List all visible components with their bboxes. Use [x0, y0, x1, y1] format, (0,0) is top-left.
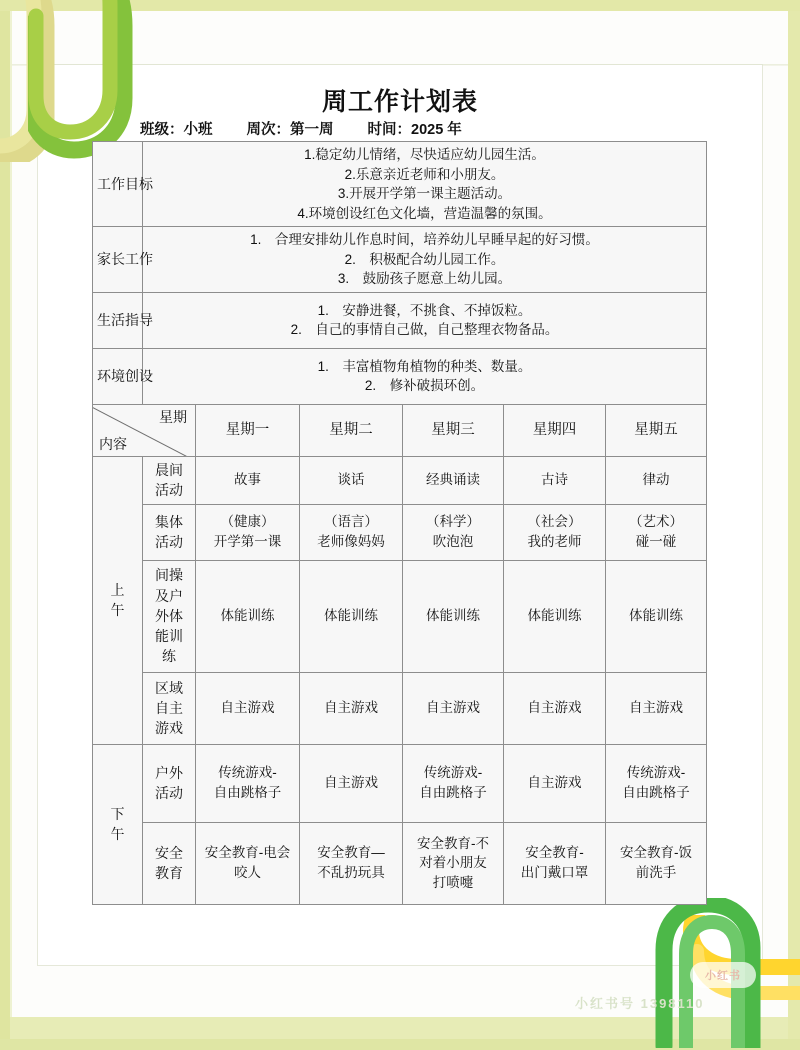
schedule-cell [196, 672, 300, 744]
document-meta [140, 118, 660, 139]
schedule-cell-line: 古诗 [541, 472, 568, 488]
diagonal-header-weekday: 星期 [159, 408, 187, 425]
schedule-cell [504, 504, 606, 560]
meta-date: 时间：2025 年 [367, 122, 462, 138]
weekday-header: 星期五 [606, 404, 707, 456]
section-item: 4.环境创设红色文化墙，营造温馨的氛围。 [297, 205, 552, 221]
activity-label-line: 区域 [155, 679, 183, 696]
period-label-char: 下 [110, 805, 125, 822]
activity-label-line: 晨间 [155, 461, 183, 478]
activity-label-line: 活动 [155, 785, 183, 802]
schedule-cell [196, 560, 300, 672]
schedule-cell [300, 822, 403, 904]
activity-label-line: 自主 [155, 699, 183, 716]
schedule-row [93, 560, 707, 672]
weekly-plan-table [92, 141, 707, 905]
activity-label-line: 间操 [155, 567, 183, 584]
schedule-cell [403, 744, 504, 822]
schedule-cell-line: 体能训练 [220, 608, 275, 624]
section-item: 2. 修补破损环创。 [364, 378, 485, 394]
schedule-cell-line: 吹泡泡 [432, 534, 474, 550]
schedule-cell-line: （科学） [426, 514, 480, 530]
section-item: 3. 鼓励孩子愿意上幼儿园。 [337, 271, 512, 287]
schedule-row [93, 672, 707, 744]
schedule-cell [300, 504, 403, 560]
activity-label-line: 安全 [155, 844, 183, 861]
section-row [93, 292, 707, 348]
activity-label [143, 822, 196, 904]
section-body [143, 142, 707, 227]
schedule-cell [300, 672, 403, 744]
section-body [143, 348, 707, 404]
schedule-cell-line: 传统游戏- [218, 765, 277, 781]
page-title: 周工作计划表 [321, 88, 478, 116]
activity-label-line: 游戏 [155, 720, 183, 737]
activity-label-line: 户外 [155, 764, 183, 781]
period-label-char: 午 [110, 602, 125, 619]
schedule-cell [196, 504, 300, 560]
period-label [93, 456, 143, 744]
schedule-cell-line: 安全教育- [525, 845, 584, 861]
section-item: 1. 合理安排幼儿作息时间，培养幼儿早睡早起的好习惯。 [250, 232, 599, 248]
schedule-cell-line: 体能训练 [324, 608, 378, 624]
schedule-cell-line: 体能训练 [527, 608, 582, 624]
schedule-cell-line: 咬人 [234, 865, 261, 881]
weekday-header: 星期一 [196, 404, 300, 456]
schedule-cell [606, 560, 707, 672]
schedule-cell-line: 安全教育— [317, 845, 385, 861]
schedule-cell [606, 744, 707, 822]
activity-label-line: 活动 [155, 482, 183, 499]
schedule-cell-line: 我的老师 [527, 534, 582, 550]
schedule-cell-line: （健康） [220, 514, 275, 530]
section-row [93, 348, 707, 404]
schedule-cell-line: 不乱扔玩具 [317, 865, 385, 881]
schedule-cell [300, 560, 403, 672]
schedule-cell-line: 体能训练 [426, 608, 480, 624]
schedule-cell [403, 504, 504, 560]
schedule-cell-line: 自主游戏 [324, 700, 378, 716]
schedule-cell-line: 经典诵读 [426, 472, 480, 488]
schedule-cell [606, 456, 707, 504]
schedule-cell-line: 传统游戏- [423, 765, 483, 781]
activity-label-line: 集体 [155, 513, 183, 530]
diagonal-header-content: 内容 [99, 435, 127, 452]
schedule-cell [196, 822, 300, 904]
section-label: 工作目标 [93, 142, 143, 227]
period-label [93, 744, 143, 904]
schedule-cell-line: 自主游戏 [527, 775, 582, 791]
schedule-cell-line: 自主游戏 [426, 700, 480, 716]
schedule-cell-line: 自主游戏 [527, 700, 582, 716]
weekday-header: 星期二 [300, 404, 403, 456]
schedule-cell-line: 传统游戏- [626, 765, 686, 781]
activity-label [143, 504, 196, 560]
section-item: 1. 丰富植物角植物的种类、数量。 [317, 358, 532, 374]
schedule-cell [504, 822, 606, 904]
schedule-cell-line: 前洗手 [635, 865, 677, 881]
meta-week: 周次：第一周 [246, 122, 334, 138]
meta-class: 班级：小班 [140, 122, 213, 138]
diagonal-header-cell [93, 404, 196, 456]
schedule-cell-line: 谈话 [337, 472, 365, 488]
schedule-cell-line: 老师像妈妈 [317, 534, 385, 550]
schedule-cell [504, 744, 606, 822]
schedule-cell [196, 744, 300, 822]
activity-label [143, 456, 196, 504]
activity-label-line: 活动 [155, 534, 183, 551]
schedule-cell-line: 碰一碰 [635, 534, 677, 550]
schedule-cell-line: 自主游戏 [220, 700, 275, 716]
schedule-cell [300, 744, 403, 822]
section-label: 环境创设 [93, 348, 143, 404]
section-body [143, 292, 707, 348]
schedule-cell-line: 安全教育-不 [417, 835, 489, 851]
schedule-row [93, 504, 707, 560]
weekday-header: 星期四 [504, 404, 606, 456]
schedule-cell [606, 822, 707, 904]
schedule-cell [300, 456, 403, 504]
section-item: 1. 安静进餐，不挑食、不掉饭粒。 [317, 302, 532, 318]
section-item: 2.乐意亲近老师和小朋友。 [344, 166, 505, 182]
period-label-char: 午 [110, 826, 125, 843]
schedule-cell [403, 822, 504, 904]
schedule-cell-line: 开学第一课 [213, 534, 282, 550]
section-label: 生活指导 [93, 292, 143, 348]
schedule-cell [504, 560, 606, 672]
schedule-cell-line: 自由跳格子 [622, 785, 690, 801]
schedule-cell-line: （艺术） [629, 514, 683, 530]
watermark-text: 小红书号 1398110 [575, 996, 705, 1011]
schedule-cell [504, 456, 606, 504]
activity-label-line: 能训 [155, 628, 183, 645]
schedule-cell [606, 504, 707, 560]
schedule-row [93, 456, 707, 504]
schedule-cell [403, 672, 504, 744]
activity-label-line: 外体 [155, 607, 183, 624]
schedule-cell-line: 安全教育-饭 [620, 845, 692, 861]
section-row [93, 142, 707, 227]
schedule-cell-line: 自主游戏 [629, 700, 683, 716]
schedule-cell [504, 672, 606, 744]
weekday-header: 星期三 [403, 404, 504, 456]
section-label: 家长工作 [93, 227, 143, 293]
activity-label-line: 及户 [155, 587, 183, 604]
activity-label-line: 教育 [155, 865, 183, 882]
schedule-cell-line: 自主游戏 [324, 775, 378, 791]
period-label-char: 上 [110, 581, 125, 598]
schedule-cell-line: 自由跳格子 [213, 785, 282, 801]
section-item: 1.稳定幼儿情绪，尽快适应幼儿园生活。 [304, 147, 545, 162]
schedule-cell [403, 560, 504, 672]
section-row [93, 227, 707, 293]
watermark-logo: 小红书 [690, 962, 756, 988]
section-item: 3.开展开学第一课主题活动。 [337, 186, 512, 202]
schedule-cell-line: 打喷嚏 [432, 874, 474, 890]
section-body [143, 227, 707, 293]
schedule-cell-line: 安全教育-电会 [204, 845, 291, 861]
schedule-cell-line: 体能训练 [629, 608, 683, 624]
schedule-cell-line: （语言） [324, 514, 378, 530]
schedule-cell [196, 456, 300, 504]
schedule-cell-line: 出门戴口罩 [520, 865, 589, 881]
schedule-cell-line: 自由跳格子 [419, 785, 487, 801]
section-item: 2. 积极配合幼儿园工作。 [344, 251, 505, 267]
activity-label-line: 练 [162, 648, 176, 665]
activity-label [143, 744, 196, 822]
schedule-cell-line: （社会） [527, 514, 582, 530]
schedule-cell-line: 对着小朋友 [419, 855, 487, 871]
schedule-cell [403, 456, 504, 504]
activity-label [143, 672, 196, 744]
schedule-cell-line: 故事 [234, 472, 261, 488]
activity-label [143, 560, 196, 672]
schedule-cell-line: 律动 [642, 472, 670, 488]
weekday-header-row [93, 404, 707, 456]
schedule-cell [606, 672, 707, 744]
schedule-row [93, 822, 707, 904]
schedule-row [93, 744, 707, 822]
section-item: 2. 自己的事情自己做，自己整理衣物备品。 [290, 322, 559, 338]
